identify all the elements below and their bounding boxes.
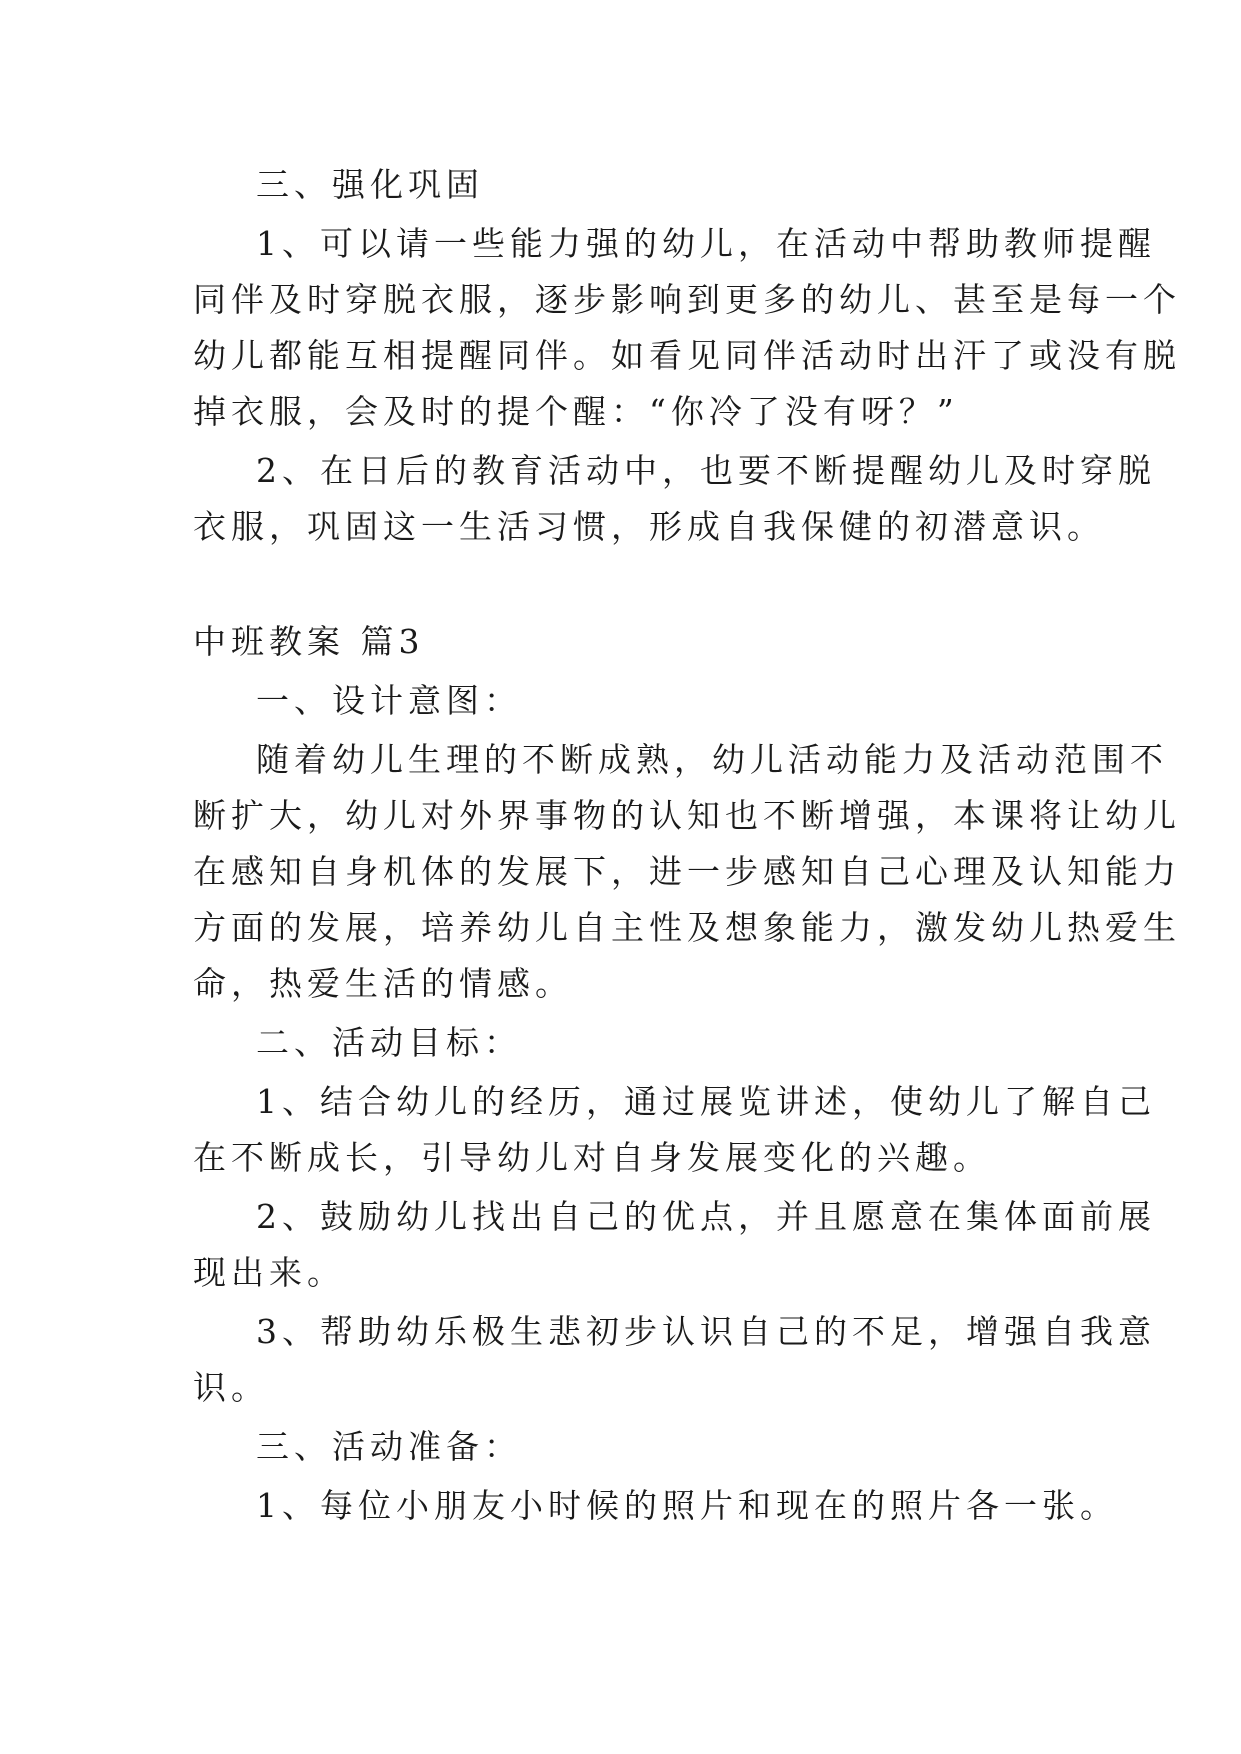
paragraph-line: 2、鼓励幼儿找出自己的优点，并且愿意在集体面前展 [256,1197,1156,1236]
section-heading-strengthen: 三、强化巩固 [256,165,484,204]
paragraph-line: 同伴及时穿脱衣服，逐步影响到更多的幼儿、甚至是每一个 [193,280,1181,319]
paragraph-line: 在感知自身机体的发展下，进一步感知自己心理及认知能力 [193,852,1181,891]
paragraph-line: 随着幼儿生理的不断成熟，幼儿活动能力及活动范围不 [256,740,1168,779]
paragraph-line: 1、每位小朋友小时候的照片和现在的照片各一张。 [256,1486,1118,1525]
paragraph-line: 幼儿都能互相提醒同伴。如看见同伴活动时出汗了或没有脱 [193,336,1181,375]
paragraph-line: 1、结合幼儿的经历，通过展览讲述，使幼儿了解自己 [256,1082,1156,1121]
paragraph-line: 现出来。 [193,1253,345,1292]
paragraph-line: 衣服，巩固这一生活习惯，形成自我保健的初潜意识。 [193,507,1105,546]
section-heading-activity-preparation: 三、活动准备： [256,1427,522,1466]
section-heading-activity-goals: 二、活动目标： [256,1023,522,1062]
paragraph-line: 命，热爱生活的情感。 [193,964,573,1003]
paragraph-line: 在不断成长，引导幼儿对自身发展变化的兴趣。 [193,1138,991,1177]
document-title: 中班教案 篇3 [193,622,425,661]
paragraph-line: 2、在日后的教育活动中，也要不断提醒幼儿及时穿脱 [256,451,1156,490]
paragraph-line: 识。 [193,1368,269,1407]
paragraph-line: 断扩大，幼儿对外界事物的认知也不断增强，本课将让幼儿 [193,796,1181,835]
paragraph-line: 1、可以请一些能力强的幼儿，在活动中帮助教师提醒 [256,224,1156,263]
paragraph-line: 3、帮助幼乐极生悲初步认识自己的不足，增强自我意 [256,1312,1156,1351]
paragraph-line: 掉衣服，会及时的提个醒：“你冷了没有呀？” [193,392,959,431]
section-heading-design-intent: 一、设计意图： [256,681,522,720]
paragraph-line: 方面的发展，培养幼儿自主性及想象能力，激发幼儿热爱生 [193,908,1181,947]
